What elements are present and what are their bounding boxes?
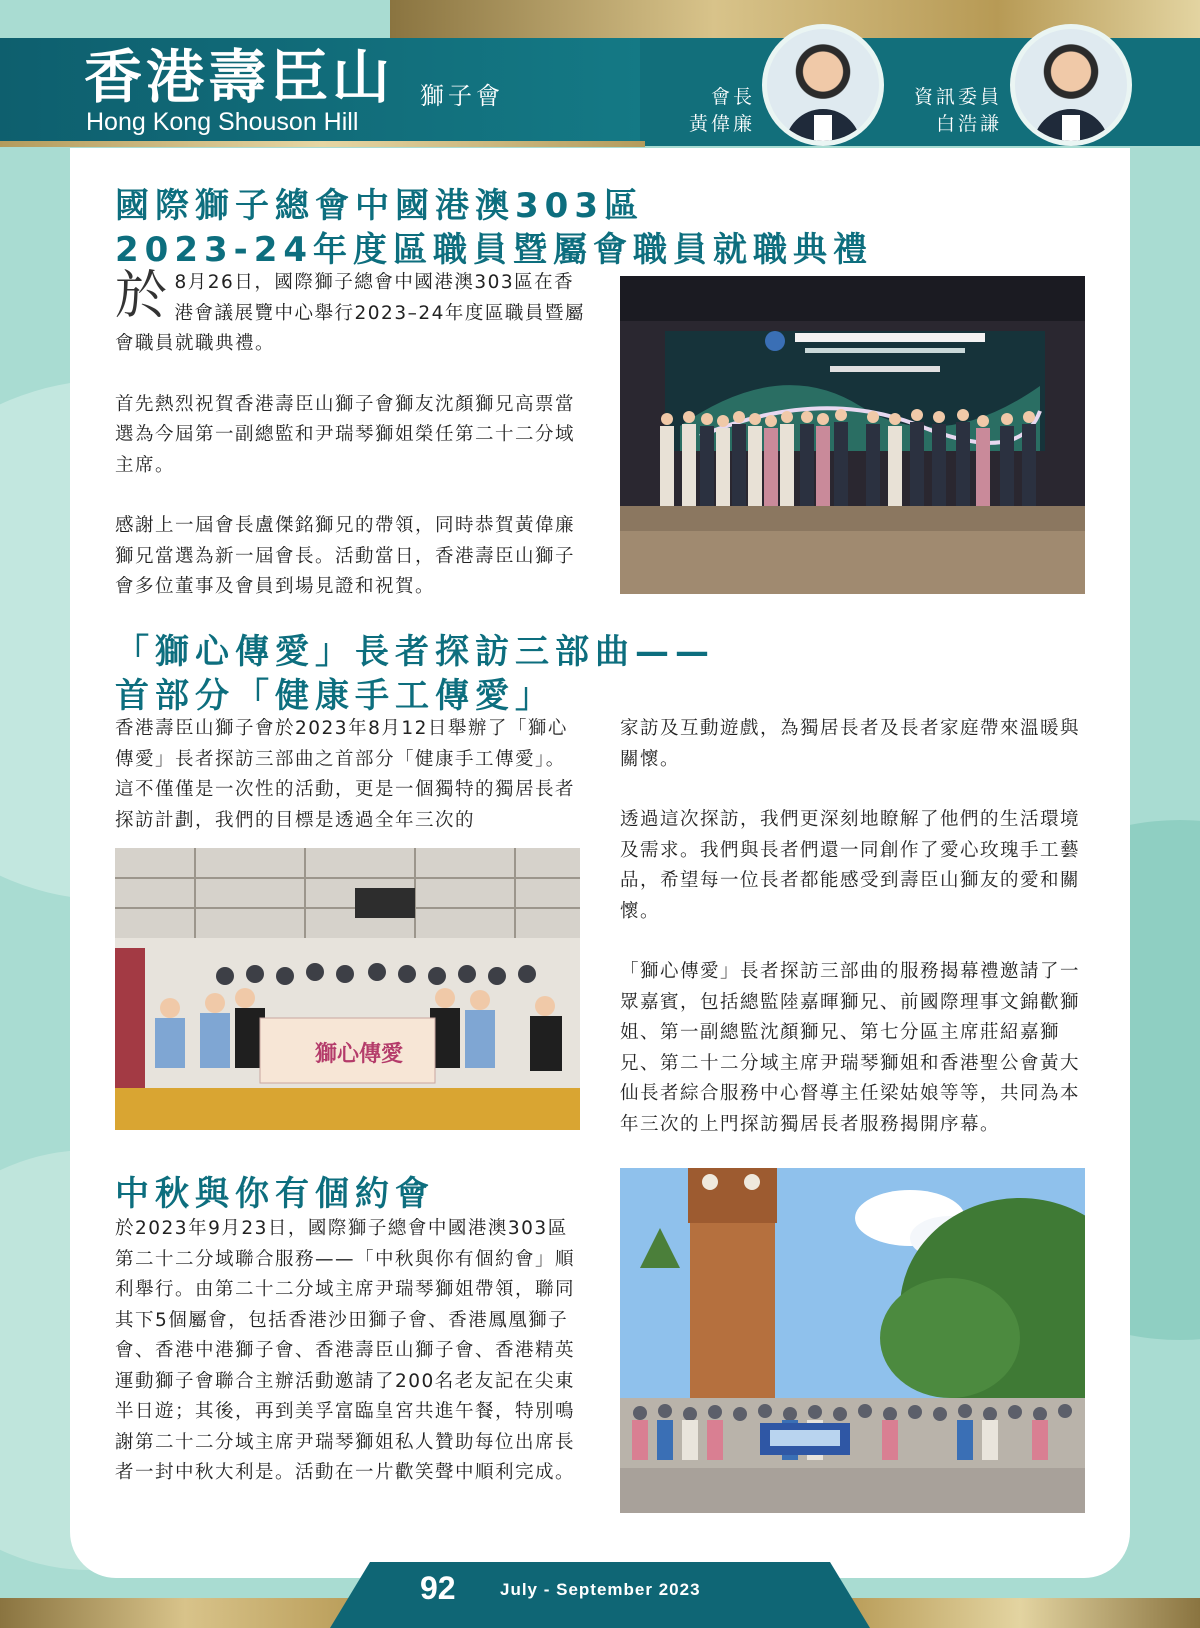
- ceremony-stage-illustration: [620, 276, 1085, 594]
- info-officer-portrait: [1010, 24, 1132, 146]
- club-suffix-cn: 獅子會: [420, 82, 504, 110]
- info-officer-name: 白浩謙: [935, 113, 1002, 135]
- portrait-shirt: [814, 115, 832, 141]
- article2-intro: [115, 714, 585, 866]
- elderly-visit-photo: [115, 848, 580, 1130]
- footer-gold-right: [840, 1598, 1200, 1628]
- article3-paragraph-1: 於2023年9月23日，國際獅子總會中國港澳303區第二十二分域聯合服務——「中秋與你有個約會」順利舉行。由第二十二分域主席尹瑞琴獅姐帶領，聯同其下5個屬會，包括香港沙田獅子會、香港鳳凰獅子會、香港中港獅子會、香港壽臣山獅子會、香港精英運動獅子會聯合主辦活動邀請了200名老友記在尖東半日遊；其後，再到美孚富臨皇宮共進午餐，特別鳴謝第二十二分域主席尹瑞琴獅姐私人贊助每位出席長者一封中秋大利是。活動在一片歡笑聲中順利完成。: [115, 1218, 576, 1483]
- article1-body: [115, 268, 585, 633]
- article1-title-line2: 2023-24年度區職員暨屬會職員就職典禮: [115, 230, 874, 270]
- president-title: 會長: [710, 86, 755, 108]
- article2-continued: [620, 714, 1090, 1170]
- article1-paragraph-3: 感謝上一屆會長盧傑銘獅兄的帶領，同時恭賀黃偉廉獅兄當選為新一屆會長。活動當日，香港壽臣山獅子會多位董事及會員到場見證和祝賀。: [115, 515, 576, 597]
- club-name-cn: 香港壽臣山: [84, 43, 395, 111]
- president-label: [660, 84, 755, 138]
- club-name-en: Hong Kong Shouson Hill: [86, 108, 359, 136]
- mid-autumn-group-photo: [620, 1168, 1085, 1513]
- article2-title-line2: 首部分「健康手工傳愛」: [115, 676, 555, 716]
- article2-paragraph-4: 「獅心傳愛」長者探訪三部曲的服務揭幕禮邀請了一眾嘉賓，包括總監陸嘉暉獅兄、前國際理事文錦歡獅姐、第一副總監沈顏獅兄、第七分區主席莊紹嘉獅兄、第二十二分域主席尹瑞琴獅姐和香港聖公會黃大仙長者綜合服務中心督導主任梁姑娘等等，共同為本年三次的上門探訪獨居長者服務揭開序幕。: [620, 961, 1081, 1135]
- header-gold-line: [0, 141, 645, 147]
- article1-title-line1: 國際獅子總會中國港澳303區: [115, 186, 644, 226]
- dropcap: 於: [115, 266, 169, 326]
- president-name: 黃偉廉: [688, 113, 755, 135]
- elderly-visit-illustration: [115, 848, 580, 1130]
- article2-paragraph-2: 家訪及互動遊戲，為獨居長者及長者家庭帶來溫暖與關懷。: [620, 718, 1081, 770]
- president-portrait: [762, 24, 884, 146]
- footer-gold-left: [0, 1598, 370, 1628]
- article2-paragraph-1: 香港壽臣山獅子會於2023年8月12日舉辦了「獅心傳愛」長者探訪三部曲之首部分「健康手工傳愛」。這不僅僅是一次性的活動，更是一個獨特的獨居長者探訪計劃，我們的目標是透過全年三次的: [115, 718, 576, 831]
- article2-title-line1: 「獅心傳愛」長者探訪三部曲——: [115, 632, 715, 672]
- article2-paragraph-3: 透過這次探訪，我們更深刻地瞭解了他們的生活環境及需求。我們與長者們還一同創作了愛心玫瑰手工藝品，希望每一位長者都能感受到壽臣山獅友的愛和關懷。: [620, 809, 1081, 922]
- ceremony-stage-photo: [620, 276, 1085, 594]
- page-number: 92: [420, 1570, 456, 1606]
- banner-text: 獅心傳愛: [315, 1042, 404, 1067]
- article1-paragraph-1: 8月26日，國際獅子總會中國港澳303區在香港會議展覽中心舉行2023–24年度區職員暨屬會職員就職典禮。: [115, 272, 585, 354]
- article1-paragraph-2: 首先熱烈祝賀香港壽臣山獅子會獅友沈顏獅兄高票當選為今屆第一副總監和尹瑞琴獅姐榮任第二十二分域主席。: [115, 393, 576, 476]
- info-officer-title: 資訊委員: [913, 86, 1002, 108]
- issue-date: July - September 2023: [500, 1580, 701, 1599]
- article3-title: 中秋與你有個約會: [115, 1174, 435, 1214]
- article3-body: [115, 1214, 585, 1519]
- portrait-shirt: [1062, 115, 1080, 141]
- info-officer-label: [890, 84, 1002, 138]
- mid-autumn-illustration: [620, 1168, 1085, 1513]
